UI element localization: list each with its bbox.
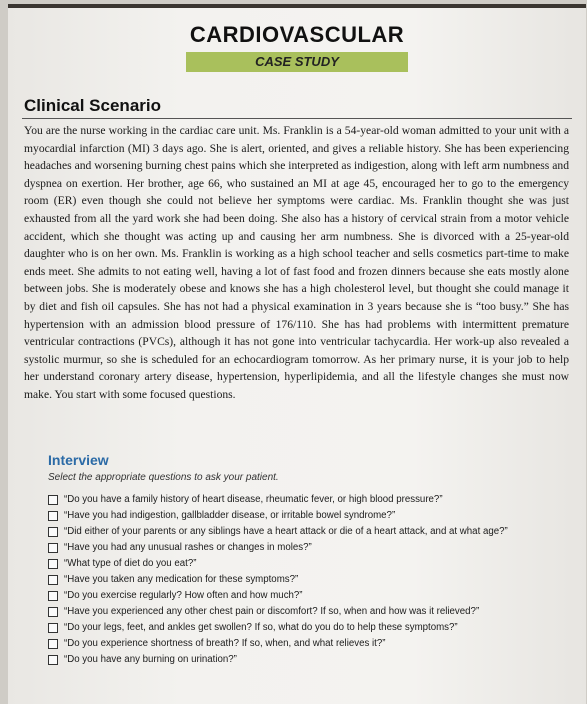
question-text: “Do you have any burning on urination?”	[64, 654, 237, 665]
question-item	[48, 557, 548, 570]
question-checkbox[interactable]	[48, 639, 58, 649]
top-edge-strip	[8, 4, 586, 8]
question-text: “Have you experienced any other chest pain or discomfort? If so, when and how was it relieved?”	[64, 606, 480, 617]
question-text: “Have you had indigestion, gallbladder disease, or irritable bowel syndrome?”	[64, 510, 396, 521]
question-text: “What type of diet do you eat?”	[64, 558, 197, 569]
question-text: “Did either of your parents or any siblings have a heart attack or die of a heart attack, and at what age?”	[64, 526, 508, 537]
question-item	[48, 589, 548, 602]
question-checkbox[interactable]	[48, 511, 58, 521]
question-text: “Have you had any unusual rashes or changes in moles?”	[64, 542, 312, 553]
question-text: “Do you experience shortness of breath? If so, when, and what relieves it?”	[64, 638, 386, 649]
question-item	[48, 653, 548, 666]
question-text: “Do you have a family history of heart disease, rheumatic fever, or high blood pressure?”	[64, 494, 443, 505]
question-checkbox[interactable]	[48, 623, 58, 633]
question-checkbox[interactable]	[48, 543, 58, 553]
question-text: “Have you taken any medication for these symptoms?”	[64, 574, 299, 585]
question-item	[48, 605, 548, 618]
interview-question-list	[48, 493, 548, 669]
question-item	[48, 637, 548, 650]
case-study-banner: CASE STUDY	[186, 52, 408, 72]
question-item	[48, 493, 548, 506]
question-item	[48, 541, 548, 554]
question-checkbox[interactable]	[48, 591, 58, 601]
question-text: “Do you exercise regularly? How often and how much?”	[64, 590, 303, 601]
question-checkbox[interactable]	[48, 655, 58, 665]
question-checkbox[interactable]	[48, 559, 58, 569]
question-checkbox[interactable]	[48, 527, 58, 537]
question-checkbox[interactable]	[48, 575, 58, 585]
clinical-scenario-text: You are the nurse working in the cardiac care unit. Ms. Franklin is a 54-year-old woman admitted to your unit with a myocardial infarction (MI) 3 days ago. She is alert, oriented, and gives a reliable history. She has been experiencing headaches and worsening burning chest pains which she interpreted as indigestion, along with left arm numbness and dyspnea on exertion. Her brother, age 66, who sustained an MI at age 45, encouraged her to go to the emergency room (ER) even though she could not believe her symptoms were cardiac. Ms. Franklin thought she was just exhausted from all the yard work she had been doing. She also has a history of cervical strain from a motor vehicle accident, which she thought was acting up and causing her arm numbness. She is divorced with a 25-year-old daughter who is on her own. Ms. Franklin is working as a high school teacher and sells cosmetics part-time to make ends meet. She admits to not eating well, having a lot of fast food and frozen dinners because she eats mostly alone between jobs. She is moderately obese and knows she has a high cholesterol level, but thought she could manage it by diet and fish oil capsules. She has not had a physical examination in 3 years because she is “too busy.” She has hypertension with an admission blood pressure of 176/110. She has had problems with intermittent premature ventricular contractions (PVCs), although it has not gone into ventricular tachycardia. Her work-up also revealed a systolic murmur, so she is scheduled for an echocardiogram tomorrow. As her primary nurse, it is your job to help her understand coronary artery disease, hypertension, hyperlipidemia, and all the lifestyle changes she must now make. You start with some focused questions.	[24, 124, 569, 401]
question-item	[48, 525, 548, 538]
question-item	[48, 621, 548, 634]
question-checkbox[interactable]	[48, 495, 58, 505]
interview-heading: Interview	[48, 452, 109, 468]
document-page	[8, 4, 586, 704]
section-divider	[22, 118, 572, 119]
clinical-scenario-heading: Clinical Scenario	[24, 96, 161, 115]
question-text: “Do your legs, feet, and ankles get swollen? If so, what do you do to help these symptoms?”	[64, 622, 458, 633]
question-item	[48, 509, 548, 522]
question-item	[48, 573, 548, 586]
question-checkbox[interactable]	[48, 607, 58, 617]
interview-instruction: Select the appropriate questions to ask your patient.	[48, 472, 279, 483]
page-title: CARDIOVASCULAR	[189, 22, 405, 47]
